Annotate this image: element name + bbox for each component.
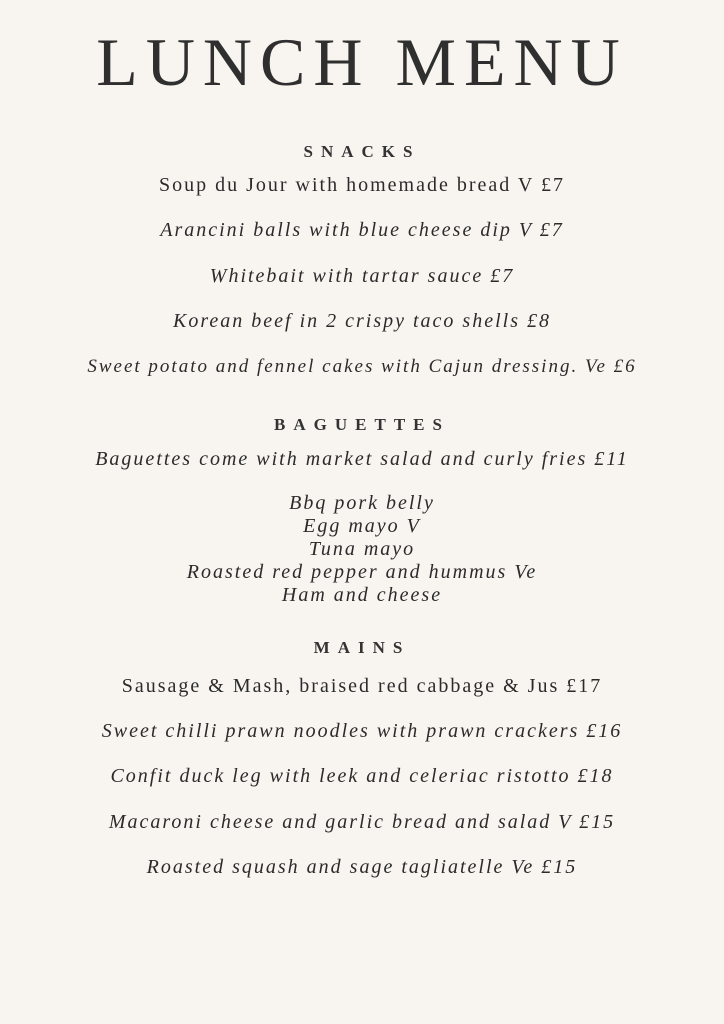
baguettes-intro: Baguettes come with market salad and curly fries £11 bbox=[95, 448, 629, 470]
mains-heading: MAINS bbox=[313, 638, 411, 657]
snacks-item: Sweet potato and fennel cakes with Cajun dressing. Ve £6 bbox=[87, 356, 637, 377]
baguette-filling: Bbq pork belly bbox=[289, 492, 435, 514]
baguette-fillings-list bbox=[0, 492, 724, 607]
mains-item: Sweet chilli prawn noodles with prawn crackers £16 bbox=[101, 720, 623, 742]
snacks-item: Whitebait with tartar sauce £7 bbox=[209, 265, 515, 287]
mains-item: Macaroni cheese and garlic bread and salad V £15 bbox=[108, 811, 616, 833]
snacks-item: Arancini balls with blue cheese dip V £7 bbox=[160, 219, 564, 241]
baguettes-heading: BAGUETTES bbox=[274, 415, 450, 434]
baguette-filling: Ham and cheese bbox=[281, 584, 443, 606]
mains-item: Roasted squash and sage tagliatelle Ve £15 bbox=[146, 856, 578, 878]
baguette-filling: Egg mayo V bbox=[303, 515, 421, 537]
snacks-item: Korean beef in 2 crispy taco shells £8 bbox=[173, 310, 551, 332]
baguette-filling: Roasted red pepper and hummus Ve bbox=[186, 561, 538, 583]
page-title: LUNCH MENU bbox=[96, 24, 628, 100]
mains-item: Sausage & Mash, braised red cabbage & Jus £17 bbox=[121, 675, 603, 697]
mains-item: Confit duck leg with leek and celeriac ristotto £18 bbox=[110, 765, 614, 787]
snacks-heading: SNACKS bbox=[303, 142, 421, 161]
baguette-filling: Tuna mayo bbox=[308, 538, 416, 560]
snacks-item: Soup du Jour with homemade bread V £7 bbox=[158, 174, 565, 196]
